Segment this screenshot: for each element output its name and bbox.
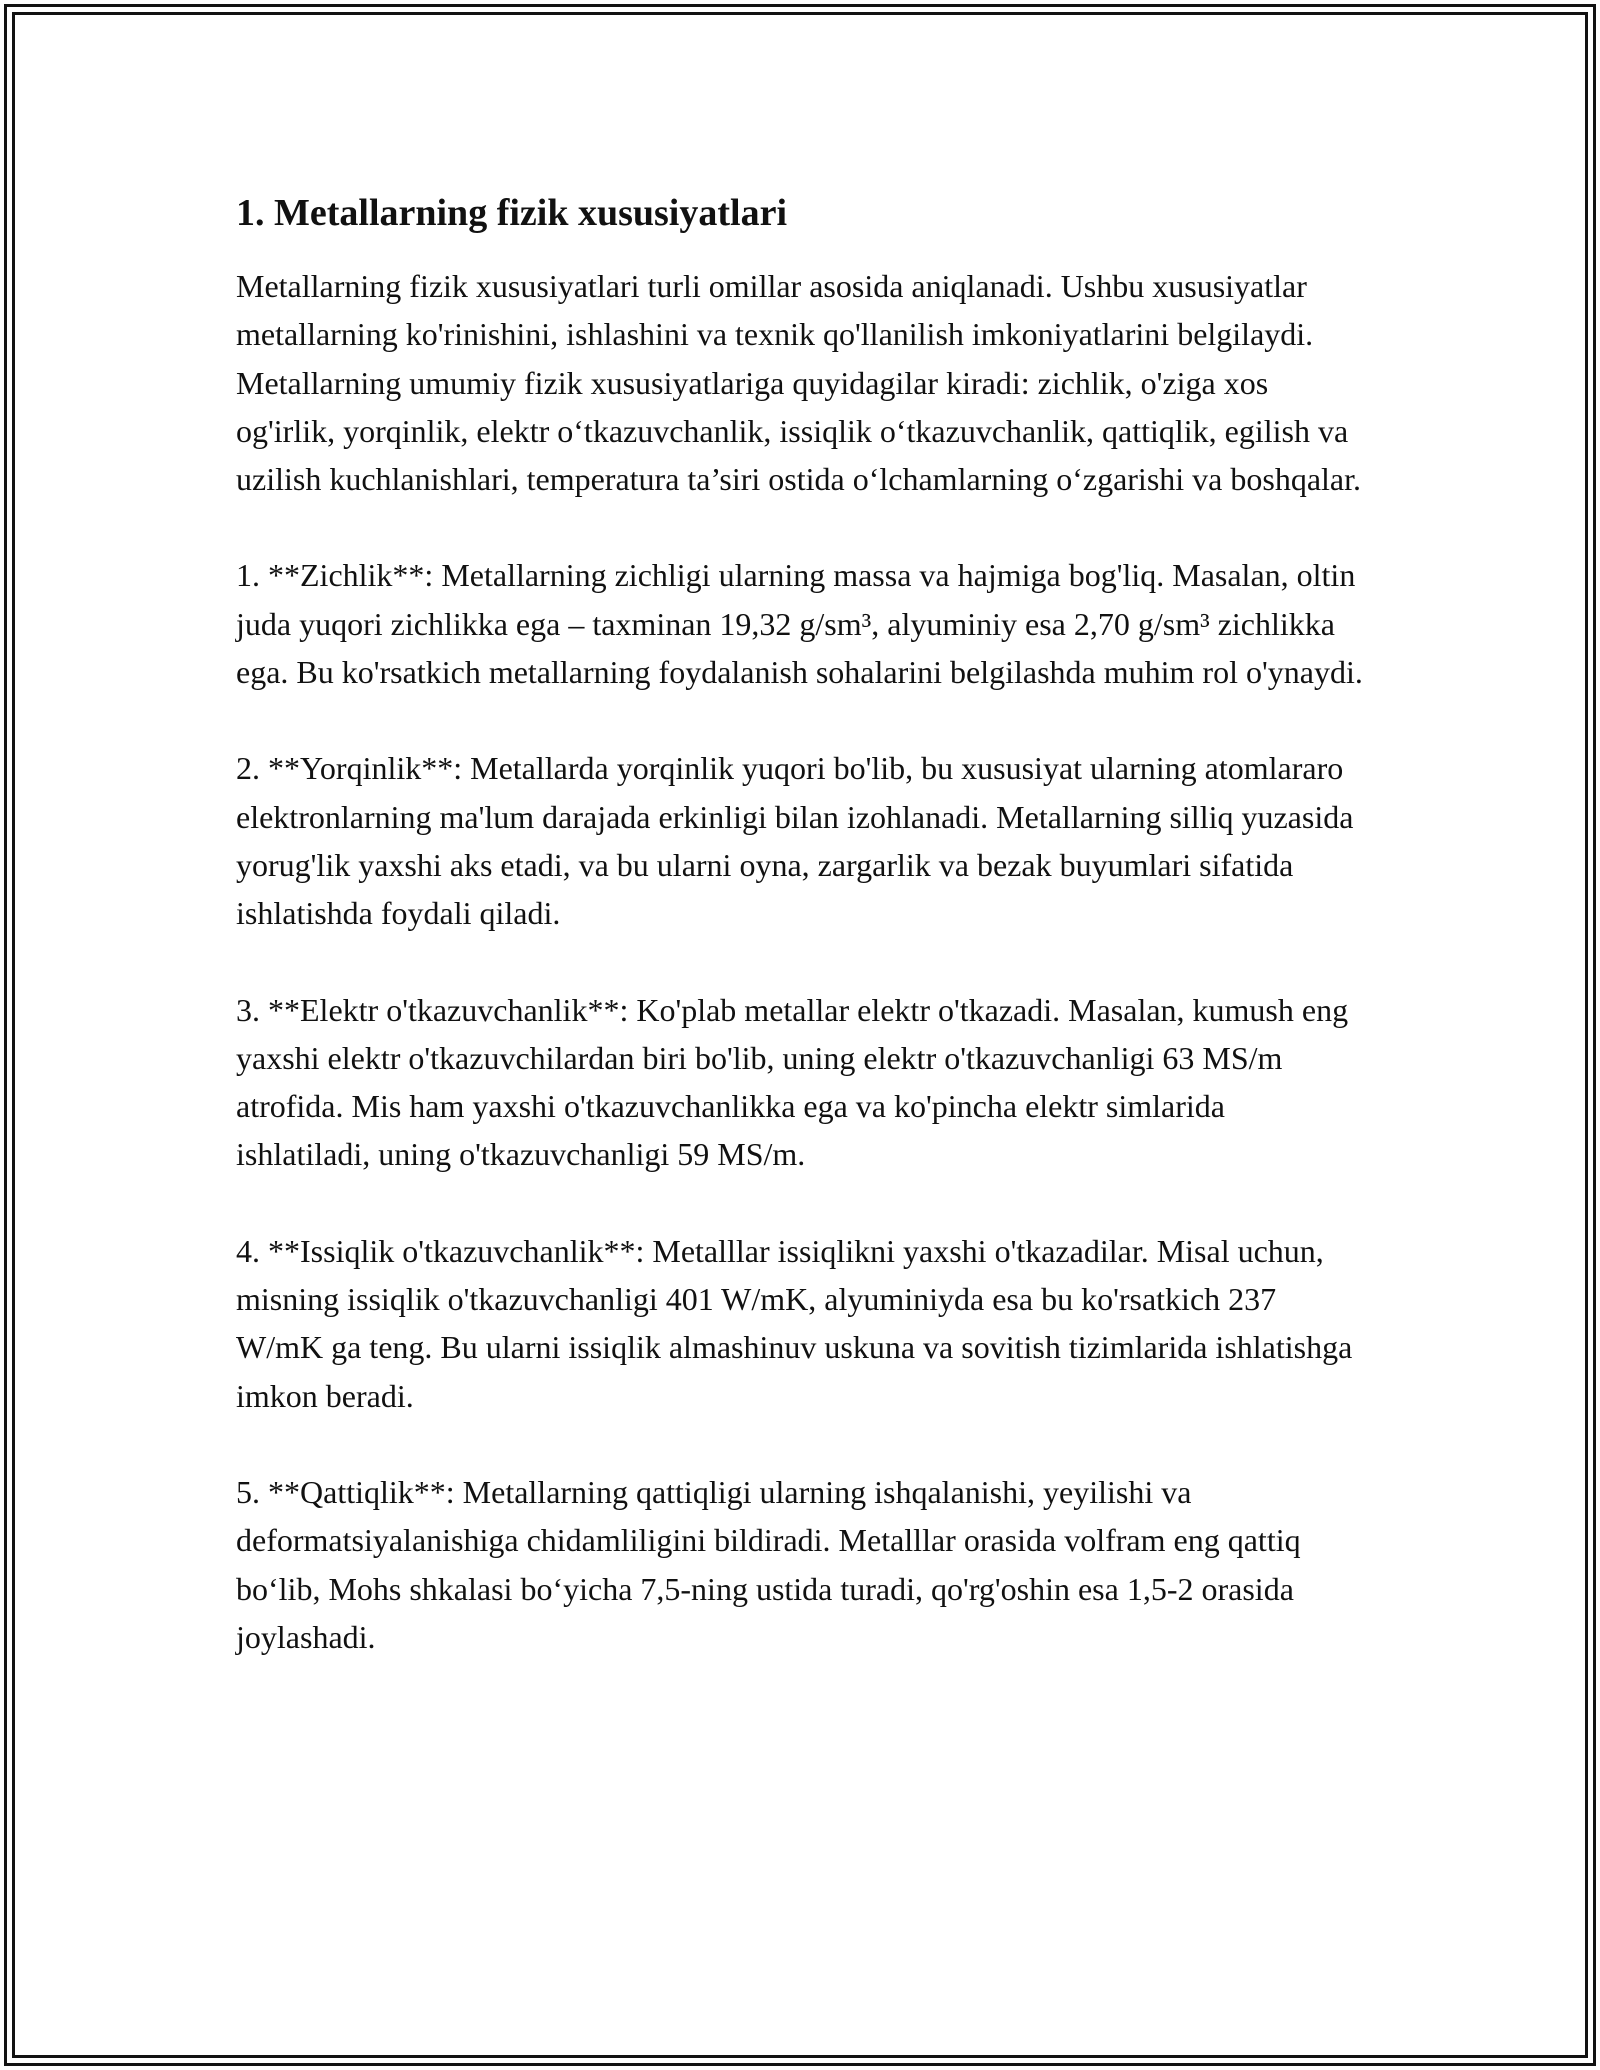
paragraph-luster: 2. **Yorqinlik**: Metallarda yorqinlik yuqori bo'lib, bu xususiyat ularning atomlararo elektronlarning ma'lum darajada erkinligi bilan izohlanadi. Metallarning silliq yuzasida yorug'lik yaxshi aks etadi, va bu ularni oyna, zargarlik va bezak buyumlari sifatida ishlatishda foydali qiladi.: [236, 750, 1354, 932]
document-heading: 1. Metallarning fizik xususiyatlari: [236, 192, 787, 234]
paragraph-thermal-conductivity: 4. **Issiqlik o'tkazuvchanlik**: Metalllar issiqlikni yaxshi o'tkazadilar. Misal uchun, misning issiqlik o'tkazuvchanligi 401 W/mK, alyuminiyda esa bu ko'rsatkich 237 W/mK ga teng. Bu ularni issiqlik almashinuv uskuna va sovitish tizimlarida ishlatishga imkon beradi.: [236, 1232, 1353, 1414]
paragraph-density: 1. **Zichlik**: Metallarning zichligi ularning massa va hajmiga bog'liq. Masalan, oltin juda yuqori zichlikka ega – taxminan 19,32 g/sm³, alyuminiy esa 2,70 g/sm³ zichlikka ega. Bu ko'rsatkich metallarning foydalanish sohalarini belgilashda muhim rol o'ynaydi.: [236, 557, 1363, 691]
intro-paragraph: Metallarning fizik xususiyatlari turli omillar asosida aniqlanadi. Ushbu xususiyatlar metallarning ko'rinishini, ishlashini va texnik qo'llanilish imkoniyatlarini belgilaydi. Metallarning umumiy fizik xususiyatlariga quyidagilar kiradi: zichlik, o'ziga xos og'irlik, yorqinlik, elektr o‘tkazuvchanlik, issiqlik o‘tkazuvchanlik, qattiqlik, egilish va uzilish kuchlanishlari, temperatura ta’siri ostida o‘lchamlarning o‘zgarishi va boshqalar.: [236, 268, 1361, 498]
document-body: [236, 186, 1366, 1709]
paragraph-hardness: 5. **Qattiqlik**: Metallarning qattiqligi ularning ishqalanishi, yeyilishi va deformatsiyalanishiga chidamliligini bildiradi. Metalllar orasida volfram eng qattiq bo‘lib, Mohs shkalasi bo‘yicha 7,5-ning ustida turadi, qo'rg'oshin esa 1,5-2 orasida joylashadi.: [236, 1473, 1301, 1655]
paragraph-electrical-conductivity: 3. **Elektr o'tkazuvchanlik**: Ko'plab metallar elektr o'tkazadi. Masalan, kumush eng yaxshi elektr o'tkazuvchilardan biri bo'lib, uning elektr o'tkazuvchanligi 63 MS/m atrofida. Mis ham yaxshi o'tkazuvchanlikka ega va ko'pincha elektr simlarida ishlatiladi, uning o'tkazuvchanligi 59 MS/m.: [236, 991, 1349, 1173]
